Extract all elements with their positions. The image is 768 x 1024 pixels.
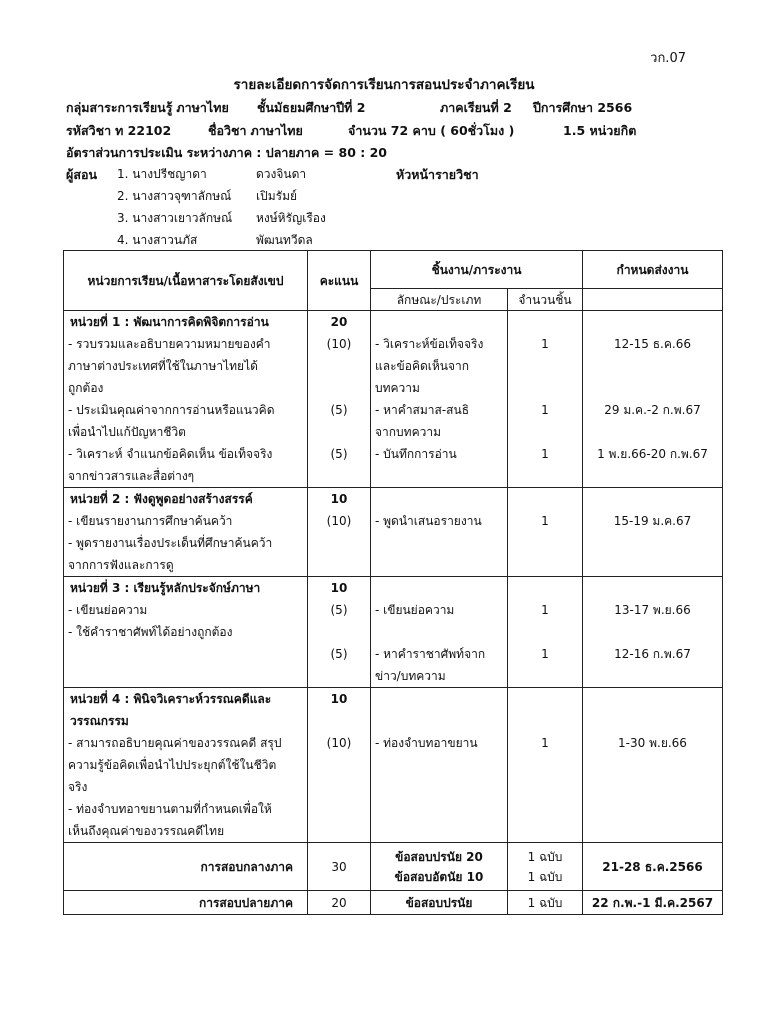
semester: ภาคเรียนที่ 2 (440, 100, 512, 115)
final-count: 1 ฉบับ (508, 891, 583, 915)
unit-4-due: 1-30 พ.ย.66 (583, 688, 723, 843)
midterm-row (64, 843, 723, 891)
table-row (64, 577, 723, 688)
document-code: วก.07 (650, 51, 686, 66)
course-code: ท 22102 (115, 123, 172, 138)
unit-2-scores: 10 (10) (308, 488, 371, 577)
header-work: ชิ้นงาน/ภาระงาน (371, 251, 583, 289)
unit-1-content: หน่วยที่ 1 : พัฒนาการคิดพิจิตการอ่าน - รวบรวมและอธิบายความหมายของคำ ภาษาต่างประเทศที่ใช้ในภาษาไทยได้ ถูกต้อง - ประเมินคุณค่าจากการอ่านหรือแนวคิด เพื่อนำไปแก้ปัญหาชีวิต - วิเคราะห์ จำแนกข้อคิดเห็น ข้อเท็จจริง จากข่าวสารและสื่อต่างๆ (64, 311, 308, 488)
final-score: 20 (308, 891, 371, 915)
subject-group-label: กลุ่มสาระการเรียนรู้ (66, 100, 173, 115)
head-of-subject-label: หัวหน้ารายวิชา (396, 167, 479, 182)
subject-group-line (66, 98, 229, 118)
unit-1-title: หน่วยที่ 1 : พัฒนาการคิดพิจิตการอ่าน (70, 315, 269, 329)
teacher-3: 3. นางสาวเยาวลักษณ์ (117, 211, 233, 225)
course-name-label: ชื่อวิชา (208, 123, 247, 138)
header-due-blank (583, 289, 723, 311)
final-label: การสอบปลายภาค (64, 891, 308, 915)
table-row (64, 688, 723, 843)
course-credits: 1.5 หน่วยกิต (563, 123, 637, 138)
document-title: รายละเอียดการจัดการเรียนการสอนประจำภาคเรียน (233, 77, 535, 93)
unit-2-work: - พูดนำเสนอรายงาน (371, 488, 508, 577)
unit-1-due: 12-15 ธ.ค.66 29 ม.ค.-2 ก.พ.67 1 พ.ย.66-20 ก.พ.67 (583, 311, 723, 488)
final-row (64, 891, 723, 915)
grade: ชั้นมัธยมศึกษาปีที่ 2 (257, 100, 366, 115)
unit-4-content: หน่วยที่ 4 : พินิจวิเคราะห์วรรณคดีและ วรรณกรรม - สามารถอธิบายคุณค่าของวรรณคดี สรุป ความรู้ข้อคิดเพื่อนำไปประยุกต์ใช้ในชีวิต จริง - ท่องจำบทอาขยานตามที่กำหนดเพื่อให้ เห็นถึงคุณค่าของวรรณคดีไทย (64, 688, 308, 843)
table-row (64, 311, 723, 488)
teacher-4: 4. นางสาวนภัส (117, 233, 198, 247)
unit-2-due: 15-19 ม.ค.67 (583, 488, 723, 577)
unit-3-scores: 10 (5) (5) (308, 577, 371, 688)
unit-4-title-cont: วรรณกรรม (70, 714, 129, 728)
midterm-count: 1 ฉบับ 1 ฉบับ (508, 843, 583, 891)
subject-group: ภาษาไทย (176, 100, 229, 115)
teacher-2-last: เปิมรัมย์ (256, 189, 298, 203)
unit-4-scores: 10 (10) (308, 688, 371, 843)
final-due: 22 ก.พ.-1 มี.ค.2567 (583, 891, 723, 915)
course-hours: จำนวน 72 คาบ ( 60ชั่วโมง ) (348, 123, 515, 138)
unit-2-content: หน่วยที่ 2 : ฟังดูพูดอย่างสร้างสรรค์ - เขียนรายงานการศึกษาค้นคว้า - พูดรายงานเรื่องประเด็นที่ศึกษาค้นคว้า จากการฟังและการดู (64, 488, 308, 577)
course-name-line (208, 121, 303, 141)
unit-2-title: หน่วยที่ 2 : ฟังดูพูดอย่างสร้างสรรค์ (70, 492, 253, 506)
teacher-1: 1. นางปรีชญาดา (117, 167, 207, 181)
midterm-label: การสอบกลางภาค (64, 843, 308, 891)
header-type: ลักษณะ/ประเภท (371, 289, 508, 311)
unit-4-work: - ท่องจำบทอาขยาน (371, 688, 508, 843)
course-code-label: รหัสวิชา (66, 123, 112, 138)
unit-3-due: 13-17 พ.ย.66 12-16 ก.พ.67 (583, 577, 723, 688)
final-type: ข้อสอบปรนัย (371, 891, 508, 915)
unit-4-counts: 1 (508, 688, 583, 843)
table-row (64, 488, 723, 577)
teaching-plan-table (63, 250, 723, 915)
header-score: คะแนน (308, 251, 371, 311)
unit-3-work: - เขียนย่อความ - หาคำราชาศัพท์จาก ข่าว/บทความ (371, 577, 508, 688)
midterm-score: 30 (308, 843, 371, 891)
unit-3-content: หน่วยที่ 3 : เรียนรู้หลักประจักษ์ภาษา - เขียนย่อความ - ใช้คำราชาศัพท์ได้อย่างถูกต้อง (64, 577, 308, 688)
unit-1-counts: 1 1 1 (508, 311, 583, 488)
unit-2-counts: 1 (508, 488, 583, 577)
course-name: ภาษาไทย (250, 123, 303, 138)
unit-1-scores: 20 (10) (5) (5) (308, 311, 371, 488)
unit-1-work: - วิเคราะห์ข้อเท็จจริง และข้อคิดเห็นจาก บทความ - หาคำสมาส-สนธิ จากบทความ - บันทึกการอ่าน (371, 311, 508, 488)
teacher-1-last: ดวงจินดา (256, 167, 307, 181)
teacher-4-last: พัฒนทวีดล (256, 233, 313, 247)
midterm-type: ข้อสอบปรนัย 20 ข้อสอบอัตนัย 10 (371, 843, 508, 891)
course-code-line (66, 121, 171, 141)
header-count: จำนวนชิ้น (508, 289, 583, 311)
midterm-due: 21-28 ธ.ค.2566 (583, 843, 723, 891)
assessment-ratio: อัตราส่วนการประเมิน ระหว่างภาค : ปลายภาค = 80 : 20 (66, 145, 387, 160)
teacher-3-last: หงษ์หิรัญเรือง (256, 211, 326, 225)
unit-3-title: หน่วยที่ 3 : เรียนรู้หลักประจักษ์ภาษา (70, 581, 261, 595)
unit-4-title: หน่วยที่ 4 : พินิจวิเคราะห์วรรณคดีและ (70, 692, 272, 706)
header-unit: หน่วยการเรียน/เนื้อหาสาระโดยสังเขป (64, 251, 308, 311)
teacher-2: 2. นางสาวจุฑาลักษณ์ (117, 189, 232, 203)
academic-year: ปีการศึกษา 2566 (533, 100, 633, 115)
teachers-label: ผู้สอน (66, 167, 98, 182)
unit-3-counts: 1 1 (508, 577, 583, 688)
header-due: กำหนดส่งงาน (583, 251, 723, 289)
